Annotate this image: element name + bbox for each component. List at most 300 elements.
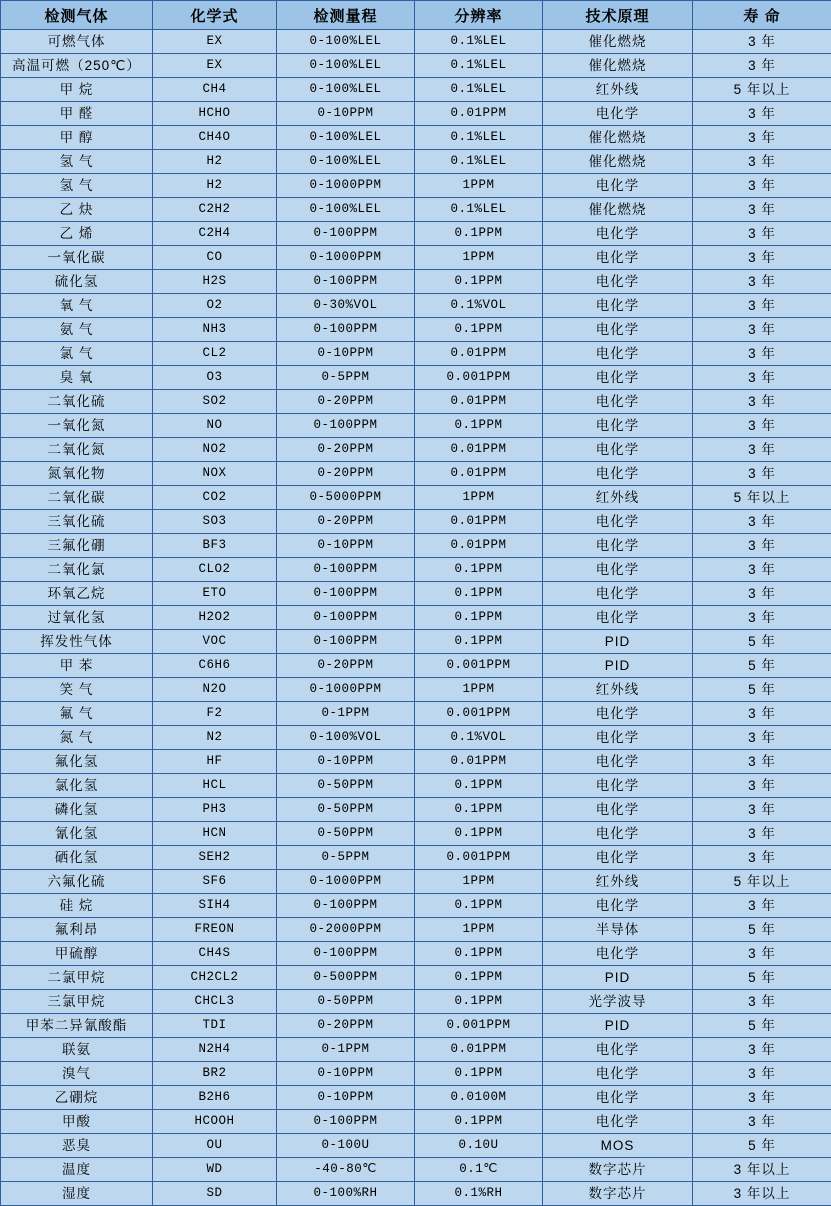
table-row bbox=[1, 1038, 831, 1062]
cell-range: 0-1000PPM bbox=[277, 174, 415, 198]
cell-gas: 磷化氢 bbox=[1, 798, 153, 822]
cell-range: 0-100PPM bbox=[277, 942, 415, 966]
cell-gas: 环氧乙烷 bbox=[1, 582, 153, 606]
cell-formula: SIH4 bbox=[153, 894, 277, 918]
cell-gas: 甲 醇 bbox=[1, 126, 153, 150]
cell-formula: CH4S bbox=[153, 942, 277, 966]
cell-resolution: 1PPM bbox=[415, 918, 543, 942]
cell-formula: C2H2 bbox=[153, 198, 277, 222]
table-row bbox=[1, 126, 831, 150]
cell-gas: 恶臭 bbox=[1, 1134, 153, 1158]
cell-range: 0-1000PPM bbox=[277, 246, 415, 270]
table-row bbox=[1, 678, 831, 702]
cell-principle: 电化学 bbox=[543, 102, 693, 126]
table-row bbox=[1, 870, 831, 894]
table-row bbox=[1, 1158, 831, 1182]
table-row bbox=[1, 366, 831, 390]
cell-gas: 三氟化硼 bbox=[1, 534, 153, 558]
cell-range: 0-20PPM bbox=[277, 438, 415, 462]
cell-principle: 催化燃烧 bbox=[543, 198, 693, 222]
cell-lifetime: 3 年 bbox=[693, 942, 831, 966]
cell-principle: 电化学 bbox=[543, 894, 693, 918]
cell-gas: 氰化氢 bbox=[1, 822, 153, 846]
cell-formula: O3 bbox=[153, 366, 277, 390]
cell-formula: CO bbox=[153, 246, 277, 270]
cell-principle: PID bbox=[543, 966, 693, 990]
cell-formula: EX bbox=[153, 54, 277, 78]
cell-principle: 电化学 bbox=[543, 606, 693, 630]
cell-principle: 电化学 bbox=[543, 438, 693, 462]
table-row bbox=[1, 630, 831, 654]
cell-lifetime: 3 年 bbox=[693, 774, 831, 798]
cell-formula: FREON bbox=[153, 918, 277, 942]
cell-formula: HCL bbox=[153, 774, 277, 798]
table-row bbox=[1, 798, 831, 822]
cell-principle: 催化燃烧 bbox=[543, 30, 693, 54]
cell-range: 0-100PPM bbox=[277, 318, 415, 342]
cell-principle: 数字芯片 bbox=[543, 1182, 693, 1206]
cell-lifetime: 5 年 bbox=[693, 630, 831, 654]
cell-resolution: 0.01PPM bbox=[415, 342, 543, 366]
cell-formula: N2 bbox=[153, 726, 277, 750]
cell-resolution: 1PPM bbox=[415, 870, 543, 894]
cell-range: 0-1PPM bbox=[277, 1038, 415, 1062]
cell-gas: 氢 气 bbox=[1, 150, 153, 174]
column-header-principle: 技术原理 bbox=[543, 1, 693, 30]
cell-principle: 电化学 bbox=[543, 294, 693, 318]
cell-gas: 氟 气 bbox=[1, 702, 153, 726]
cell-gas: 六氟化硫 bbox=[1, 870, 153, 894]
cell-lifetime: 3 年 bbox=[693, 534, 831, 558]
cell-resolution: 0.01PPM bbox=[415, 390, 543, 414]
cell-range: 0-10PPM bbox=[277, 102, 415, 126]
cell-gas: 三氧化硫 bbox=[1, 510, 153, 534]
cell-formula: HCN bbox=[153, 822, 277, 846]
table-row bbox=[1, 918, 831, 942]
cell-lifetime: 3 年 bbox=[693, 318, 831, 342]
cell-principle: 电化学 bbox=[543, 174, 693, 198]
cell-range: 0-2000PPM bbox=[277, 918, 415, 942]
cell-lifetime: 3 年 bbox=[693, 294, 831, 318]
table-row bbox=[1, 102, 831, 126]
cell-lifetime: 5 年以上 bbox=[693, 78, 831, 102]
cell-gas: 过氧化氢 bbox=[1, 606, 153, 630]
cell-lifetime: 3 年 bbox=[693, 102, 831, 126]
cell-range: 0-20PPM bbox=[277, 390, 415, 414]
cell-lifetime: 3 年 bbox=[693, 510, 831, 534]
cell-lifetime: 3 年 bbox=[693, 582, 831, 606]
cell-resolution: 0.01PPM bbox=[415, 750, 543, 774]
cell-gas: 甲酸 bbox=[1, 1110, 153, 1134]
cell-range: 0-5000PPM bbox=[277, 486, 415, 510]
cell-range: 0-100PPM bbox=[277, 582, 415, 606]
table-row bbox=[1, 342, 831, 366]
table-row bbox=[1, 294, 831, 318]
cell-gas: 温度 bbox=[1, 1158, 153, 1182]
cell-formula: SEH2 bbox=[153, 846, 277, 870]
cell-range: 0-20PPM bbox=[277, 462, 415, 486]
cell-gas: 甲 醛 bbox=[1, 102, 153, 126]
cell-formula: BR2 bbox=[153, 1062, 277, 1086]
cell-formula: C2H4 bbox=[153, 222, 277, 246]
cell-range: 0-10PPM bbox=[277, 1086, 415, 1110]
table-row bbox=[1, 318, 831, 342]
cell-gas: 甲苯二异氰酸酯 bbox=[1, 1014, 153, 1038]
cell-lifetime: 5 年 bbox=[693, 1134, 831, 1158]
cell-resolution: 1PPM bbox=[415, 174, 543, 198]
cell-principle: 电化学 bbox=[543, 822, 693, 846]
cell-resolution: 1PPM bbox=[415, 486, 543, 510]
table-row bbox=[1, 846, 831, 870]
cell-principle: 光学波导 bbox=[543, 990, 693, 1014]
cell-resolution: 0.001PPM bbox=[415, 846, 543, 870]
table-row bbox=[1, 774, 831, 798]
cell-resolution: 0.01PPM bbox=[415, 510, 543, 534]
cell-resolution: 0.01PPM bbox=[415, 534, 543, 558]
cell-resolution: 0.1PPM bbox=[415, 270, 543, 294]
cell-principle: PID bbox=[543, 630, 693, 654]
cell-formula: SO2 bbox=[153, 390, 277, 414]
cell-resolution: 0.10U bbox=[415, 1134, 543, 1158]
cell-lifetime: 5 年 bbox=[693, 678, 831, 702]
cell-range: 0-50PPM bbox=[277, 822, 415, 846]
cell-principle: PID bbox=[543, 1014, 693, 1038]
cell-lifetime: 3 年 bbox=[693, 1062, 831, 1086]
table-header-row bbox=[1, 1, 831, 30]
cell-principle: 红外线 bbox=[543, 78, 693, 102]
cell-formula: HCOOH bbox=[153, 1110, 277, 1134]
cell-range: 0-5PPM bbox=[277, 366, 415, 390]
cell-range: 0-100%LEL bbox=[277, 54, 415, 78]
cell-lifetime: 3 年 bbox=[693, 54, 831, 78]
cell-resolution: 0.001PPM bbox=[415, 366, 543, 390]
table-row bbox=[1, 246, 831, 270]
cell-formula: VOC bbox=[153, 630, 277, 654]
cell-lifetime: 3 年 bbox=[693, 366, 831, 390]
cell-lifetime: 3 年 bbox=[693, 390, 831, 414]
cell-principle: 电化学 bbox=[543, 774, 693, 798]
cell-principle: 电化学 bbox=[543, 1062, 693, 1086]
table-row bbox=[1, 510, 831, 534]
cell-principle: 催化燃烧 bbox=[543, 150, 693, 174]
cell-gas: 氯 气 bbox=[1, 342, 153, 366]
cell-lifetime: 3 年 bbox=[693, 270, 831, 294]
cell-resolution: 0.01PPM bbox=[415, 438, 543, 462]
cell-gas: 甲硫醇 bbox=[1, 942, 153, 966]
cell-resolution: 0.1PPM bbox=[415, 774, 543, 798]
cell-resolution: 0.1PPM bbox=[415, 966, 543, 990]
cell-formula: B2H6 bbox=[153, 1086, 277, 1110]
cell-resolution: 0.1PPM bbox=[415, 222, 543, 246]
cell-gas: 二氧化碳 bbox=[1, 486, 153, 510]
cell-formula: HF bbox=[153, 750, 277, 774]
cell-lifetime: 3 年 bbox=[693, 1110, 831, 1134]
cell-principle: PID bbox=[543, 654, 693, 678]
table-row bbox=[1, 1110, 831, 1134]
table-row bbox=[1, 462, 831, 486]
cell-resolution: 0.0100M bbox=[415, 1086, 543, 1110]
cell-range: 0-100PPM bbox=[277, 414, 415, 438]
cell-range: 0-100PPM bbox=[277, 558, 415, 582]
cell-resolution: 0.1%LEL bbox=[415, 150, 543, 174]
cell-gas: 二氧化氯 bbox=[1, 558, 153, 582]
cell-gas: 氯化氢 bbox=[1, 774, 153, 798]
cell-principle: 电化学 bbox=[543, 702, 693, 726]
cell-formula: NO bbox=[153, 414, 277, 438]
cell-lifetime: 3 年 bbox=[693, 822, 831, 846]
cell-gas: 二氧化硫 bbox=[1, 390, 153, 414]
table-row bbox=[1, 726, 831, 750]
cell-formula: N2O bbox=[153, 678, 277, 702]
cell-principle: 半导体 bbox=[543, 918, 693, 942]
cell-gas: 氢 气 bbox=[1, 174, 153, 198]
cell-range: 0-10PPM bbox=[277, 342, 415, 366]
table-row bbox=[1, 1014, 831, 1038]
cell-lifetime: 3 年 bbox=[693, 246, 831, 270]
cell-gas: 二氯甲烷 bbox=[1, 966, 153, 990]
cell-resolution: 0.1PPM bbox=[415, 558, 543, 582]
cell-lifetime: 5 年以上 bbox=[693, 870, 831, 894]
cell-range: 0-50PPM bbox=[277, 990, 415, 1014]
cell-lifetime: 3 年 bbox=[693, 990, 831, 1014]
cell-principle: 电化学 bbox=[543, 222, 693, 246]
cell-formula: NOX bbox=[153, 462, 277, 486]
cell-gas: 一氧化碳 bbox=[1, 246, 153, 270]
cell-range: 0-50PPM bbox=[277, 774, 415, 798]
cell-formula: N2H4 bbox=[153, 1038, 277, 1062]
cell-lifetime: 3 年 bbox=[693, 198, 831, 222]
table-row bbox=[1, 78, 831, 102]
cell-principle: 电化学 bbox=[543, 462, 693, 486]
table-header bbox=[1, 1, 831, 30]
table-row bbox=[1, 174, 831, 198]
cell-lifetime: 3 年 bbox=[693, 558, 831, 582]
table-row bbox=[1, 1182, 831, 1206]
cell-lifetime: 3 年 bbox=[693, 126, 831, 150]
cell-principle: 催化燃烧 bbox=[543, 54, 693, 78]
cell-principle: 电化学 bbox=[543, 558, 693, 582]
table-row bbox=[1, 1086, 831, 1110]
cell-principle: MOS bbox=[543, 1134, 693, 1158]
table-row bbox=[1, 438, 831, 462]
cell-principle: 电化学 bbox=[543, 510, 693, 534]
cell-lifetime: 5 年 bbox=[693, 1014, 831, 1038]
column-header-formula: 化学式 bbox=[153, 1, 277, 30]
cell-gas: 甲 烷 bbox=[1, 78, 153, 102]
cell-gas: 硒化氢 bbox=[1, 846, 153, 870]
cell-formula: H2S bbox=[153, 270, 277, 294]
cell-resolution: 0.1PPM bbox=[415, 990, 543, 1014]
cell-principle: 电化学 bbox=[543, 726, 693, 750]
table-row bbox=[1, 198, 831, 222]
table-row bbox=[1, 486, 831, 510]
cell-principle: 电化学 bbox=[543, 1110, 693, 1134]
cell-principle: 电化学 bbox=[543, 798, 693, 822]
cell-formula: TDI bbox=[153, 1014, 277, 1038]
cell-gas: 可燃气体 bbox=[1, 30, 153, 54]
table-row bbox=[1, 414, 831, 438]
cell-lifetime: 3 年 bbox=[693, 438, 831, 462]
cell-formula: BF3 bbox=[153, 534, 277, 558]
cell-lifetime: 3 年 bbox=[693, 30, 831, 54]
cell-gas: 硅 烷 bbox=[1, 894, 153, 918]
cell-formula: CL2 bbox=[153, 342, 277, 366]
cell-formula: OU bbox=[153, 1134, 277, 1158]
table-row bbox=[1, 1062, 831, 1086]
cell-resolution: 0.01PPM bbox=[415, 1038, 543, 1062]
cell-formula: PH3 bbox=[153, 798, 277, 822]
cell-gas: 联氨 bbox=[1, 1038, 153, 1062]
cell-resolution: 0.001PPM bbox=[415, 654, 543, 678]
cell-gas: 乙 炔 bbox=[1, 198, 153, 222]
cell-principle: 电化学 bbox=[543, 390, 693, 414]
cell-formula: CH4O bbox=[153, 126, 277, 150]
cell-gas: 二氧化氮 bbox=[1, 438, 153, 462]
cell-range: 0-100%RH bbox=[277, 1182, 415, 1206]
cell-resolution: 0.1PPM bbox=[415, 1062, 543, 1086]
cell-gas: 臭 氧 bbox=[1, 366, 153, 390]
table-row bbox=[1, 822, 831, 846]
cell-formula: HCHO bbox=[153, 102, 277, 126]
cell-formula: WD bbox=[153, 1158, 277, 1182]
cell-gas: 氟化氢 bbox=[1, 750, 153, 774]
cell-principle: 数字芯片 bbox=[543, 1158, 693, 1182]
cell-principle: 电化学 bbox=[543, 246, 693, 270]
cell-resolution: 0.1%LEL bbox=[415, 54, 543, 78]
cell-range: 0-500PPM bbox=[277, 966, 415, 990]
table-row bbox=[1, 534, 831, 558]
cell-principle: 电化学 bbox=[543, 366, 693, 390]
cell-range: 0-1PPM bbox=[277, 702, 415, 726]
cell-resolution: 0.1PPM bbox=[415, 894, 543, 918]
cell-range: 0-20PPM bbox=[277, 1014, 415, 1038]
cell-range: 0-100PPM bbox=[277, 606, 415, 630]
cell-lifetime: 5 年 bbox=[693, 654, 831, 678]
table-row bbox=[1, 222, 831, 246]
cell-formula: NO2 bbox=[153, 438, 277, 462]
cell-range: 0-10PPM bbox=[277, 534, 415, 558]
cell-range: 0-100PPM bbox=[277, 270, 415, 294]
cell-principle: 红外线 bbox=[543, 870, 693, 894]
cell-lifetime: 3 年 bbox=[693, 174, 831, 198]
cell-resolution: 1PPM bbox=[415, 678, 543, 702]
cell-lifetime: 3 年以上 bbox=[693, 1158, 831, 1182]
table-row bbox=[1, 54, 831, 78]
cell-range: 0-100PPM bbox=[277, 222, 415, 246]
cell-range: 0-100U bbox=[277, 1134, 415, 1158]
cell-range: 0-100PPM bbox=[277, 1110, 415, 1134]
cell-formula: H2 bbox=[153, 174, 277, 198]
cell-formula: H2O2 bbox=[153, 606, 277, 630]
cell-principle: 电化学 bbox=[543, 270, 693, 294]
table-row bbox=[1, 30, 831, 54]
cell-lifetime: 3 年 bbox=[693, 150, 831, 174]
cell-range: 0-100PPM bbox=[277, 894, 415, 918]
cell-principle: 电化学 bbox=[543, 1086, 693, 1110]
cell-principle: 电化学 bbox=[543, 750, 693, 774]
cell-gas: 溴气 bbox=[1, 1062, 153, 1086]
cell-resolution: 0.1PPM bbox=[415, 822, 543, 846]
cell-principle: 电化学 bbox=[543, 318, 693, 342]
table-row bbox=[1, 558, 831, 582]
cell-range: 0-50PPM bbox=[277, 798, 415, 822]
cell-formula: CHCL3 bbox=[153, 990, 277, 1014]
cell-gas: 笑 气 bbox=[1, 678, 153, 702]
cell-range: 0-100%LEL bbox=[277, 150, 415, 174]
cell-lifetime: 3 年 bbox=[693, 702, 831, 726]
table-row bbox=[1, 702, 831, 726]
cell-range: 0-5PPM bbox=[277, 846, 415, 870]
table-row bbox=[1, 990, 831, 1014]
cell-resolution: 0.1%RH bbox=[415, 1182, 543, 1206]
cell-formula: O2 bbox=[153, 294, 277, 318]
cell-formula: ETO bbox=[153, 582, 277, 606]
cell-lifetime: 3 年 bbox=[693, 798, 831, 822]
cell-gas: 硫化氢 bbox=[1, 270, 153, 294]
cell-resolution: 0.1PPM bbox=[415, 1110, 543, 1134]
cell-range: 0-10PPM bbox=[277, 750, 415, 774]
table-row bbox=[1, 750, 831, 774]
table-row bbox=[1, 966, 831, 990]
table-row bbox=[1, 582, 831, 606]
cell-formula: SO3 bbox=[153, 510, 277, 534]
cell-gas: 乙 烯 bbox=[1, 222, 153, 246]
cell-gas: 氮氧化物 bbox=[1, 462, 153, 486]
cell-range: 0-100%LEL bbox=[277, 30, 415, 54]
cell-lifetime: 3 年 bbox=[693, 1086, 831, 1110]
cell-principle: 电化学 bbox=[543, 846, 693, 870]
cell-resolution: 0.01PPM bbox=[415, 462, 543, 486]
cell-range: 0-30%VOL bbox=[277, 294, 415, 318]
cell-range: 0-100PPM bbox=[277, 630, 415, 654]
cell-lifetime: 3 年 bbox=[693, 462, 831, 486]
cell-principle: 红外线 bbox=[543, 678, 693, 702]
cell-range: 0-100%LEL bbox=[277, 78, 415, 102]
cell-formula: CLO2 bbox=[153, 558, 277, 582]
table-body bbox=[1, 30, 831, 1206]
cell-resolution: 0.1PPM bbox=[415, 942, 543, 966]
cell-formula: CH2CL2 bbox=[153, 966, 277, 990]
cell-formula: EX bbox=[153, 30, 277, 54]
cell-range: 0-1000PPM bbox=[277, 678, 415, 702]
cell-resolution: 1PPM bbox=[415, 246, 543, 270]
cell-lifetime: 5 年以上 bbox=[693, 486, 831, 510]
cell-lifetime: 3 年 bbox=[693, 606, 831, 630]
cell-resolution: 0.001PPM bbox=[415, 1014, 543, 1038]
cell-gas: 氧 气 bbox=[1, 294, 153, 318]
cell-range: 0-1000PPM bbox=[277, 870, 415, 894]
cell-range: 0-100%VOL bbox=[277, 726, 415, 750]
cell-range: -40-80℃ bbox=[277, 1158, 415, 1182]
cell-resolution: 0.1%LEL bbox=[415, 198, 543, 222]
cell-gas: 三氯甲烷 bbox=[1, 990, 153, 1014]
cell-lifetime: 5 年 bbox=[693, 918, 831, 942]
cell-principle: 电化学 bbox=[543, 534, 693, 558]
cell-lifetime: 3 年 bbox=[693, 726, 831, 750]
cell-lifetime: 3 年 bbox=[693, 750, 831, 774]
cell-principle: 催化燃烧 bbox=[543, 126, 693, 150]
cell-principle: 电化学 bbox=[543, 942, 693, 966]
cell-gas: 氨 气 bbox=[1, 318, 153, 342]
cell-lifetime: 3 年 bbox=[693, 414, 831, 438]
cell-formula: NH3 bbox=[153, 318, 277, 342]
cell-resolution: 0.1PPM bbox=[415, 582, 543, 606]
cell-gas: 氟利昂 bbox=[1, 918, 153, 942]
column-header-lifetime: 寿 命 bbox=[693, 1, 831, 30]
cell-lifetime: 5 年 bbox=[693, 966, 831, 990]
cell-formula: C6H6 bbox=[153, 654, 277, 678]
cell-gas: 高温可燃（250℃） bbox=[1, 54, 153, 78]
